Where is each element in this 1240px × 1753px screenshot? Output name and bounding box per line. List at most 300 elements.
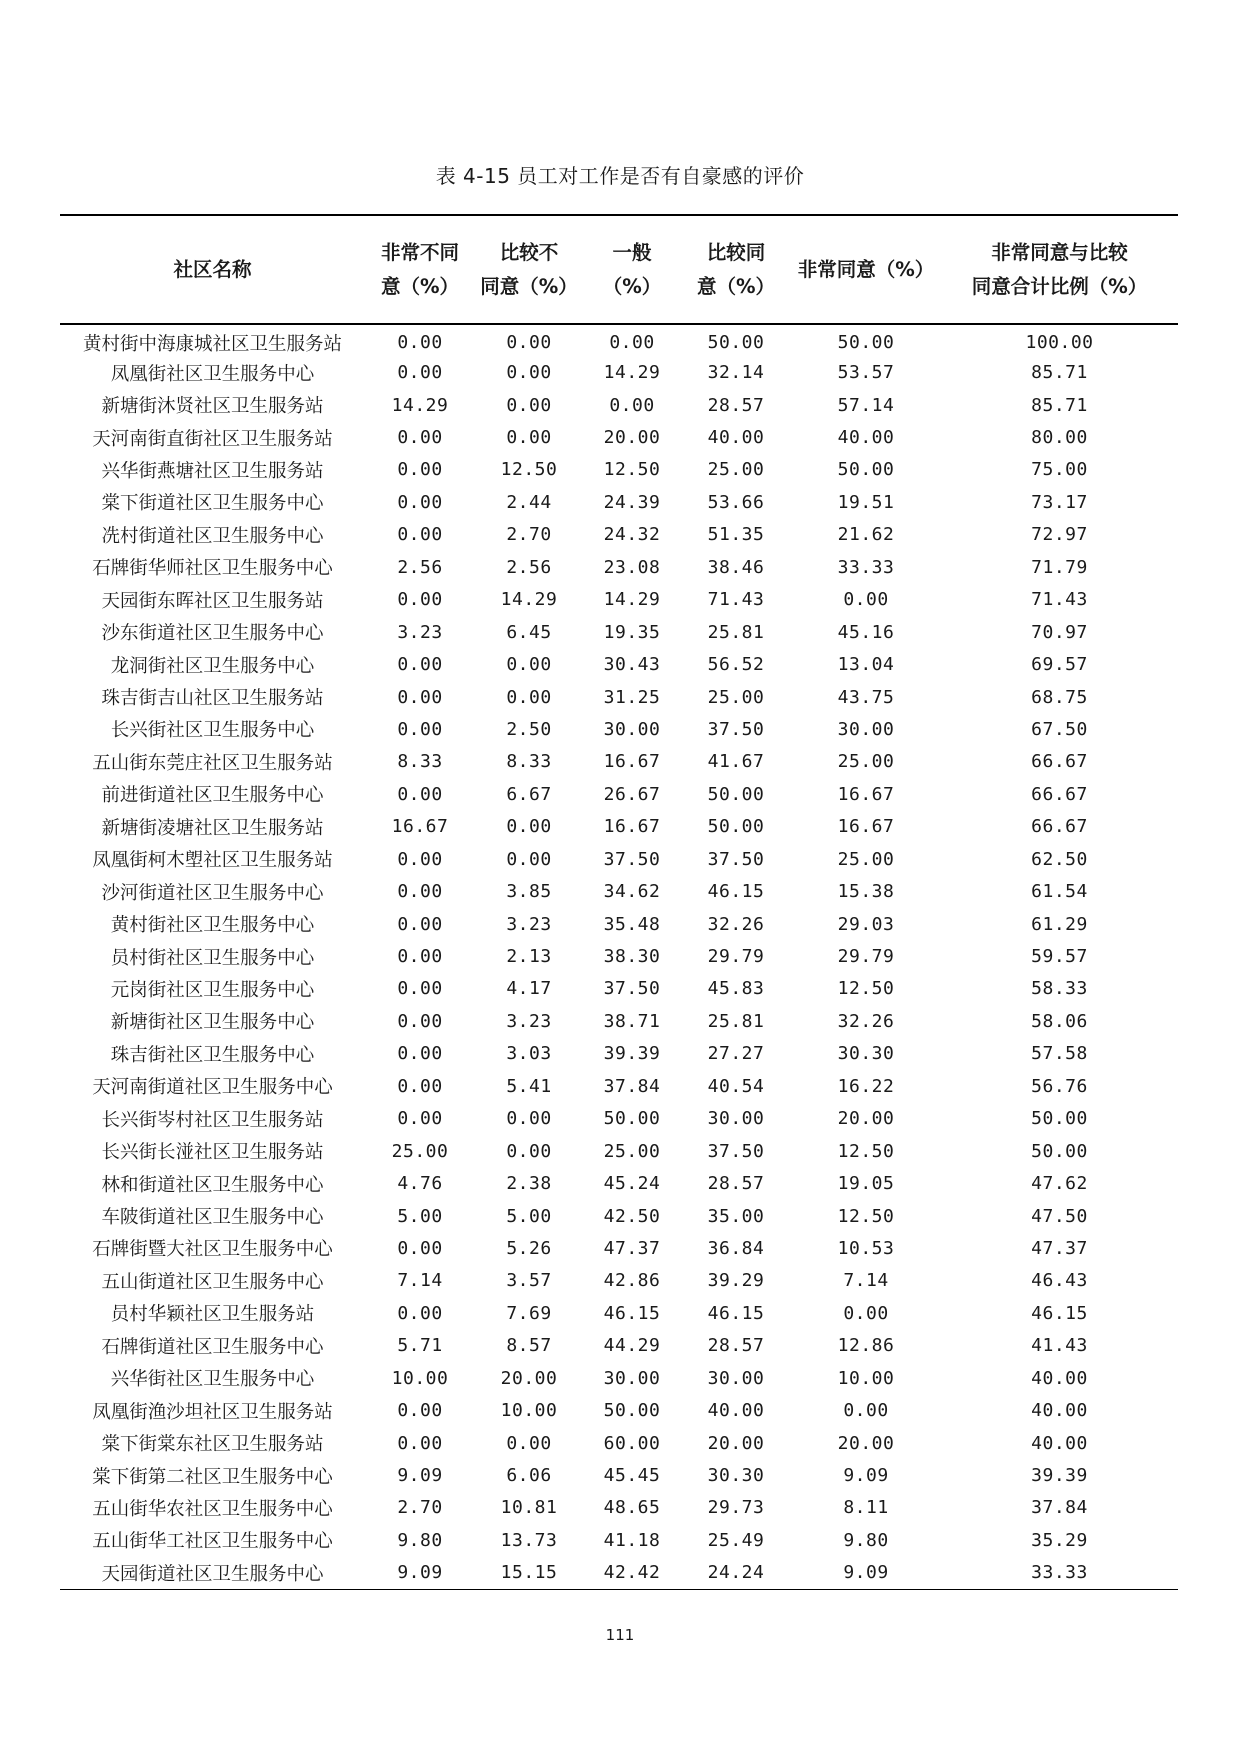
value-cell: 0.00	[397, 1010, 443, 1032]
value-cell: 50.00	[707, 783, 765, 805]
value-cell: 0.00	[397, 1043, 443, 1065]
value-cell: 16.67	[837, 783, 895, 805]
community-name-cell: 黄村街社区卫生服务中心	[110, 915, 315, 937]
value-cell: 41.43	[1031, 1335, 1088, 1357]
value-cell: 0.00	[397, 1432, 443, 1454]
table-row	[60, 908, 1178, 940]
value-cell: 40.00	[1031, 1432, 1088, 1454]
value-cell: 40.54	[707, 1075, 765, 1097]
value-cell: 15.38	[837, 881, 895, 903]
community-name-cell: 新塘街社区卫生服务中心	[110, 1012, 315, 1034]
value-cell: 42.42	[603, 1562, 661, 1584]
value-cell: 66.67	[1031, 751, 1088, 773]
value-cell: 50.00	[603, 1108, 661, 1130]
value-cell: 19.51	[837, 491, 895, 513]
value-cell: 40.00	[1031, 1367, 1088, 1389]
value-cell: 13.04	[837, 654, 895, 676]
value-cell: 34.62	[603, 881, 661, 903]
table-row	[60, 681, 1178, 713]
value-cell: 2.70	[397, 1497, 443, 1519]
value-cell: 32.26	[837, 1010, 895, 1032]
table-container	[60, 214, 1178, 1590]
value-cell: 25.49	[707, 1529, 765, 1551]
value-cell: 7.14	[397, 1270, 443, 1292]
table-row	[60, 421, 1178, 453]
value-cell: 8.57	[506, 1335, 552, 1357]
value-cell: 0.00	[397, 913, 443, 935]
value-cell: 40.00	[837, 427, 895, 449]
community-name-cell: 黄村街中海康城社区卫生服务站	[82, 333, 342, 355]
value-cell: 3.23	[506, 1010, 552, 1032]
value-cell: 38.71	[603, 1010, 661, 1032]
page-number: 111	[605, 1626, 635, 1644]
value-cell: 0.00	[397, 1108, 443, 1130]
value-cell: 24.24	[707, 1562, 765, 1584]
table-row	[60, 551, 1178, 583]
table-row	[60, 1330, 1178, 1362]
value-cell: 21.62	[837, 524, 895, 546]
value-cell: 12.86	[837, 1335, 895, 1357]
value-cell: 10.81	[500, 1497, 558, 1519]
value-cell: 75.00	[1031, 459, 1088, 481]
value-cell: 10.53	[837, 1237, 895, 1259]
community-name-cell: 新塘街沐贤社区卫生服务站	[101, 396, 324, 418]
value-cell: 50.00	[707, 332, 765, 354]
value-cell: 4.76	[397, 1173, 443, 1195]
value-cell: 0.00	[506, 654, 552, 676]
table-row	[60, 1362, 1178, 1394]
value-cell: 47.37	[1031, 1237, 1088, 1259]
value-cell: 45.83	[707, 978, 765, 1000]
table-row	[60, 973, 1178, 1005]
community-name-cell: 冼村街道社区卫生服务中心	[101, 525, 324, 547]
value-cell: 8.11	[843, 1497, 889, 1519]
value-cell: 50.00	[603, 1400, 661, 1422]
value-cell: 20.00	[837, 1432, 895, 1454]
table-row	[60, 324, 1178, 356]
value-cell: 29.03	[837, 913, 895, 935]
value-cell: 9.80	[843, 1529, 889, 1551]
table-header	[60, 215, 1178, 324]
value-cell: 66.67	[1031, 783, 1088, 805]
header-row	[60, 215, 1178, 324]
column-header-agree-total	[941, 215, 1178, 324]
value-cell: 0.00	[506, 848, 552, 870]
community-name-cell: 新塘街凌塘社区卫生服务站	[101, 817, 324, 839]
table-row	[60, 1070, 1178, 1102]
value-cell: 10.00	[391, 1367, 449, 1389]
value-cell: 0.00	[397, 686, 443, 708]
value-cell: 5.71	[397, 1335, 443, 1357]
value-cell: 46.15	[1031, 1302, 1088, 1324]
community-name-cell: 沙河街道社区卫生服务中心	[101, 882, 324, 904]
value-cell: 46.15	[707, 881, 765, 903]
value-cell: 9.09	[843, 1562, 889, 1584]
table-row	[60, 1232, 1178, 1264]
value-cell: 32.14	[707, 362, 765, 384]
value-cell: 5.26	[506, 1237, 552, 1259]
value-cell: 35.48	[603, 913, 661, 935]
value-cell: 61.29	[1031, 913, 1088, 935]
community-name-cell: 员村华颖社区卫生服务站	[110, 1304, 315, 1326]
value-cell: 41.18	[603, 1529, 661, 1551]
table-row	[60, 519, 1178, 551]
value-cell: 80.00	[1031, 427, 1088, 449]
value-cell: 8.33	[506, 751, 552, 773]
value-cell: 31.25	[603, 686, 661, 708]
value-cell: 0.00	[506, 686, 552, 708]
community-name-cell: 车陂街道社区卫生服务中心	[101, 1207, 324, 1229]
value-cell: 0.00	[397, 589, 443, 611]
table-row	[60, 1038, 1178, 1070]
value-cell: 0.00	[397, 1302, 443, 1324]
value-cell: 30.30	[707, 1465, 765, 1487]
value-cell: 0.00	[397, 718, 443, 740]
column-header-line: 社区名称	[173, 257, 252, 281]
value-cell: 7.14	[843, 1270, 889, 1292]
community-name-cell: 天河南街直街社区卫生服务站	[92, 428, 333, 450]
value-cell: 39.39	[1031, 1465, 1088, 1487]
value-cell: 0.00	[506, 362, 552, 384]
community-name-cell: 棠下街第二社区卫生服务中心	[92, 1466, 333, 1488]
value-cell: 3.23	[506, 913, 552, 935]
value-cell: 0.00	[397, 362, 443, 384]
value-cell: 19.05	[837, 1173, 895, 1195]
column-header-line: 非常同意与比较	[991, 240, 1128, 264]
table-row	[60, 1297, 1178, 1329]
value-cell: 25.00	[603, 1140, 661, 1162]
value-cell: 0.00	[397, 783, 443, 805]
column-header-strongly-disagree	[365, 215, 475, 324]
value-cell: 5.41	[506, 1075, 552, 1097]
value-cell: 57.14	[837, 394, 895, 416]
table-row	[60, 616, 1178, 648]
value-cell: 2.70	[506, 524, 552, 546]
value-cell: 71.43	[707, 589, 765, 611]
value-cell: 0.00	[397, 946, 443, 968]
table-row	[60, 746, 1178, 778]
table-row	[60, 778, 1178, 810]
value-cell: 57.58	[1031, 1043, 1088, 1065]
value-cell: 50.00	[837, 332, 895, 354]
value-cell: 33.33	[837, 556, 895, 578]
value-cell: 13.73	[500, 1529, 558, 1551]
community-name-cell: 珠吉街吉山社区卫生服务站	[101, 688, 324, 710]
value-cell: 14.29	[500, 589, 558, 611]
value-cell: 0.00	[397, 1237, 443, 1259]
community-name-cell: 元岗街社区卫生服务中心	[110, 979, 315, 1001]
value-cell: 6.45	[506, 621, 552, 643]
value-cell: 38.30	[603, 946, 661, 968]
value-cell: 48.65	[603, 1497, 661, 1519]
value-cell: 2.13	[506, 946, 552, 968]
value-cell: 0.00	[843, 1400, 889, 1422]
value-cell: 37.50	[707, 1140, 765, 1162]
value-cell: 16.22	[837, 1075, 895, 1097]
value-cell: 16.67	[391, 816, 449, 838]
value-cell: 25.00	[391, 1140, 449, 1162]
table-row	[60, 875, 1178, 907]
column-header-neutral	[583, 215, 681, 324]
value-cell: 37.50	[707, 848, 765, 870]
community-name-cell: 员村街社区卫生服务中心	[110, 947, 315, 969]
value-cell: 35.00	[707, 1205, 765, 1227]
value-cell: 16.67	[603, 751, 661, 773]
value-cell: 25.00	[837, 751, 895, 773]
value-cell: 45.24	[603, 1173, 661, 1195]
value-cell: 14.29	[603, 362, 661, 384]
value-cell: 46.15	[707, 1302, 765, 1324]
value-cell: 32.26	[707, 913, 765, 935]
value-cell: 53.57	[837, 362, 895, 384]
value-cell: 0.00	[506, 1108, 552, 1130]
value-cell: 2.56	[506, 556, 552, 578]
table-row	[60, 1200, 1178, 1232]
value-cell: 40.00	[1031, 1400, 1088, 1422]
table-row	[60, 1459, 1178, 1491]
community-name-cell: 凤凰街社区卫生服务中心	[110, 363, 315, 385]
community-name-cell: 五山街道社区卫生服务中心	[101, 1271, 324, 1293]
value-cell: 20.00	[707, 1432, 765, 1454]
value-cell: 0.00	[506, 427, 552, 449]
value-cell: 39.39	[603, 1043, 661, 1065]
table-row	[60, 940, 1178, 972]
column-header-line: 意（%）	[696, 274, 776, 298]
value-cell: 28.57	[707, 1335, 765, 1357]
value-cell: 33.33	[1031, 1562, 1088, 1584]
table-caption: 表 4-15 员工对工作是否有自豪感的评价	[435, 164, 805, 188]
value-cell: 100.00	[1025, 332, 1094, 354]
value-cell: 10.00	[500, 1400, 558, 1422]
column-header-line: 一般	[612, 240, 652, 264]
value-cell: 47.62	[1031, 1173, 1088, 1195]
column-header-line: 同意（%）	[480, 274, 578, 298]
table-row	[60, 1492, 1178, 1524]
value-cell: 69.57	[1031, 654, 1088, 676]
value-cell: 26.67	[603, 783, 661, 805]
value-cell: 2.44	[506, 491, 552, 513]
value-cell: 30.00	[707, 1108, 765, 1130]
value-cell: 3.23	[397, 621, 443, 643]
value-cell: 0.00	[506, 394, 552, 416]
value-cell: 0.00	[609, 332, 655, 354]
value-cell: 46.43	[1031, 1270, 1088, 1292]
evaluation-table	[60, 214, 1178, 1590]
community-name-cell: 珠吉街社区卫生服务中心	[110, 1044, 315, 1066]
value-cell: 14.29	[391, 394, 449, 416]
value-cell: 2.38	[506, 1173, 552, 1195]
value-cell: 0.00	[397, 332, 443, 354]
value-cell: 37.50	[707, 718, 765, 740]
value-cell: 25.00	[707, 459, 765, 481]
table-row	[60, 584, 1178, 616]
community-name-cell: 石牌街暨大社区卫生服务中心	[92, 1239, 333, 1261]
column-header-community-name	[60, 215, 365, 324]
value-cell: 66.67	[1031, 816, 1088, 838]
column-header-line: 非常同意（%）	[797, 257, 935, 281]
value-cell: 3.03	[506, 1043, 552, 1065]
value-cell: 47.50	[1031, 1205, 1088, 1227]
community-name-cell: 天园街道社区卫生服务中心	[101, 1563, 324, 1585]
value-cell: 37.84	[1031, 1497, 1088, 1519]
community-name-cell: 长兴街社区卫生服务中心	[110, 720, 315, 742]
value-cell: 0.00	[397, 1400, 443, 1422]
value-cell: 12.50	[603, 459, 661, 481]
value-cell: 43.75	[837, 686, 895, 708]
value-cell: 0.00	[506, 1140, 552, 1162]
value-cell: 68.75	[1031, 686, 1088, 708]
column-header-line: 比较同	[706, 240, 766, 264]
value-cell: 60.00	[603, 1432, 661, 1454]
value-cell: 25.00	[707, 686, 765, 708]
table-row	[60, 713, 1178, 745]
value-cell: 9.09	[397, 1562, 443, 1584]
value-cell: 25.81	[707, 1010, 765, 1032]
community-name-cell: 凤凰街柯木塱社区卫生服务站	[92, 850, 333, 872]
value-cell: 6.67	[506, 783, 552, 805]
value-cell: 0.00	[397, 654, 443, 676]
value-cell: 30.00	[603, 1367, 661, 1389]
value-cell: 0.00	[843, 1302, 889, 1324]
value-cell: 20.00	[837, 1108, 895, 1130]
value-cell: 2.50	[506, 718, 552, 740]
value-cell: 56.52	[707, 654, 765, 676]
value-cell: 0.00	[397, 427, 443, 449]
value-cell: 12.50	[837, 978, 895, 1000]
table-row	[60, 486, 1178, 518]
value-cell: 37.84	[603, 1075, 661, 1097]
value-cell: 24.39	[603, 491, 661, 513]
value-cell: 30.00	[603, 718, 661, 740]
value-cell: 45.16	[837, 621, 895, 643]
column-header-line: 意（%）	[380, 274, 460, 298]
table-row	[60, 1265, 1178, 1297]
community-name-cell: 兴华街燕塘社区卫生服务站	[101, 460, 324, 482]
value-cell: 12.50	[837, 1205, 895, 1227]
value-cell: 0.00	[506, 816, 552, 838]
value-cell: 42.86	[603, 1270, 661, 1292]
value-cell: 20.00	[603, 427, 661, 449]
value-cell: 59.57	[1031, 946, 1088, 968]
table-row	[60, 811, 1178, 843]
value-cell: 6.06	[506, 1465, 552, 1487]
value-cell: 38.46	[707, 556, 765, 578]
value-cell: 0.00	[506, 332, 552, 354]
value-cell: 0.00	[609, 394, 655, 416]
value-cell: 56.76	[1031, 1075, 1088, 1097]
value-cell: 71.43	[1031, 589, 1088, 611]
value-cell: 12.50	[500, 459, 558, 481]
column-header-line: 同意合计比例（%）	[971, 274, 1148, 298]
value-cell: 9.80	[397, 1529, 443, 1551]
value-cell: 10.00	[837, 1367, 895, 1389]
table-row	[60, 843, 1178, 875]
value-cell: 51.35	[707, 524, 765, 546]
value-cell: 50.00	[837, 459, 895, 481]
value-cell: 15.15	[500, 1562, 558, 1584]
value-cell: 25.00	[837, 848, 895, 870]
community-name-cell: 石牌街华师社区卫生服务中心	[92, 558, 333, 580]
value-cell: 25.81	[707, 621, 765, 643]
column-header-line: 比较不	[499, 240, 559, 264]
table-row	[60, 1427, 1178, 1459]
value-cell: 16.67	[603, 816, 661, 838]
value-cell: 0.00	[843, 589, 889, 611]
community-name-cell: 龙洞街社区卫生服务中心	[110, 655, 315, 677]
value-cell: 30.43	[603, 654, 661, 676]
table-row	[60, 1394, 1178, 1426]
value-cell: 58.33	[1031, 978, 1088, 1000]
value-cell: 67.50	[1031, 718, 1088, 740]
value-cell: 0.00	[397, 459, 443, 481]
value-cell: 16.67	[837, 816, 895, 838]
community-name-cell: 兴华街社区卫生服务中心	[110, 1369, 315, 1391]
value-cell: 0.00	[397, 524, 443, 546]
value-cell: 62.50	[1031, 848, 1088, 870]
community-name-cell: 五山街华工社区卫生服务中心	[92, 1531, 333, 1553]
value-cell: 23.08	[603, 556, 661, 578]
value-cell: 28.57	[707, 1173, 765, 1195]
community-name-cell: 天河南街道社区卫生服务中心	[92, 1077, 333, 1099]
value-cell: 44.29	[603, 1335, 661, 1357]
value-cell: 40.00	[707, 427, 765, 449]
column-header-somewhat-agree	[681, 215, 791, 324]
value-cell: 35.29	[1031, 1529, 1088, 1551]
value-cell: 29.79	[707, 946, 765, 968]
community-name-cell: 石牌街道社区卫生服务中心	[101, 1336, 324, 1358]
value-cell: 0.00	[397, 1075, 443, 1097]
value-cell: 24.32	[603, 524, 661, 546]
value-cell: 85.71	[1031, 394, 1088, 416]
value-cell: 9.09	[843, 1465, 889, 1487]
community-name-cell: 棠下街棠东社区卫生服务站	[101, 1434, 324, 1456]
value-cell: 37.50	[603, 848, 661, 870]
community-name-cell: 棠下街道社区卫生服务中心	[101, 493, 324, 515]
value-cell: 30.30	[837, 1043, 895, 1065]
value-cell: 9.09	[397, 1465, 443, 1487]
value-cell: 19.35	[603, 621, 661, 643]
community-name-cell: 五山街华农社区卫生服务中心	[92, 1498, 333, 1520]
value-cell: 4.17	[506, 978, 552, 1000]
value-cell: 50.00	[1031, 1108, 1088, 1130]
value-cell: 53.66	[707, 491, 765, 513]
value-cell: 73.17	[1031, 491, 1088, 513]
value-cell: 5.00	[506, 1205, 552, 1227]
value-cell: 47.37	[603, 1237, 661, 1259]
value-cell: 7.69	[506, 1302, 552, 1324]
table-row	[60, 1167, 1178, 1199]
table-row	[60, 454, 1178, 486]
value-cell: 30.00	[707, 1367, 765, 1389]
column-header-line: 非常不同	[380, 240, 459, 264]
value-cell: 0.00	[397, 881, 443, 903]
value-cell: 71.79	[1031, 556, 1088, 578]
community-name-cell: 五山街东莞庄社区卫生服务站	[92, 752, 333, 774]
value-cell: 50.00	[1031, 1140, 1088, 1162]
value-cell: 29.73	[707, 1497, 765, 1519]
value-cell: 0.00	[506, 1432, 552, 1454]
value-cell: 5.00	[397, 1205, 443, 1227]
value-cell: 40.00	[707, 1400, 765, 1422]
value-cell: 39.29	[707, 1270, 765, 1292]
value-cell: 58.06	[1031, 1010, 1088, 1032]
column-header-line: （%）	[602, 274, 662, 298]
value-cell: 45.45	[603, 1465, 661, 1487]
value-cell: 37.50	[603, 978, 661, 1000]
table-row	[60, 1524, 1178, 1556]
value-cell: 8.33	[397, 751, 443, 773]
community-name-cell: 天园街东晖社区卫生服务站	[101, 590, 324, 612]
